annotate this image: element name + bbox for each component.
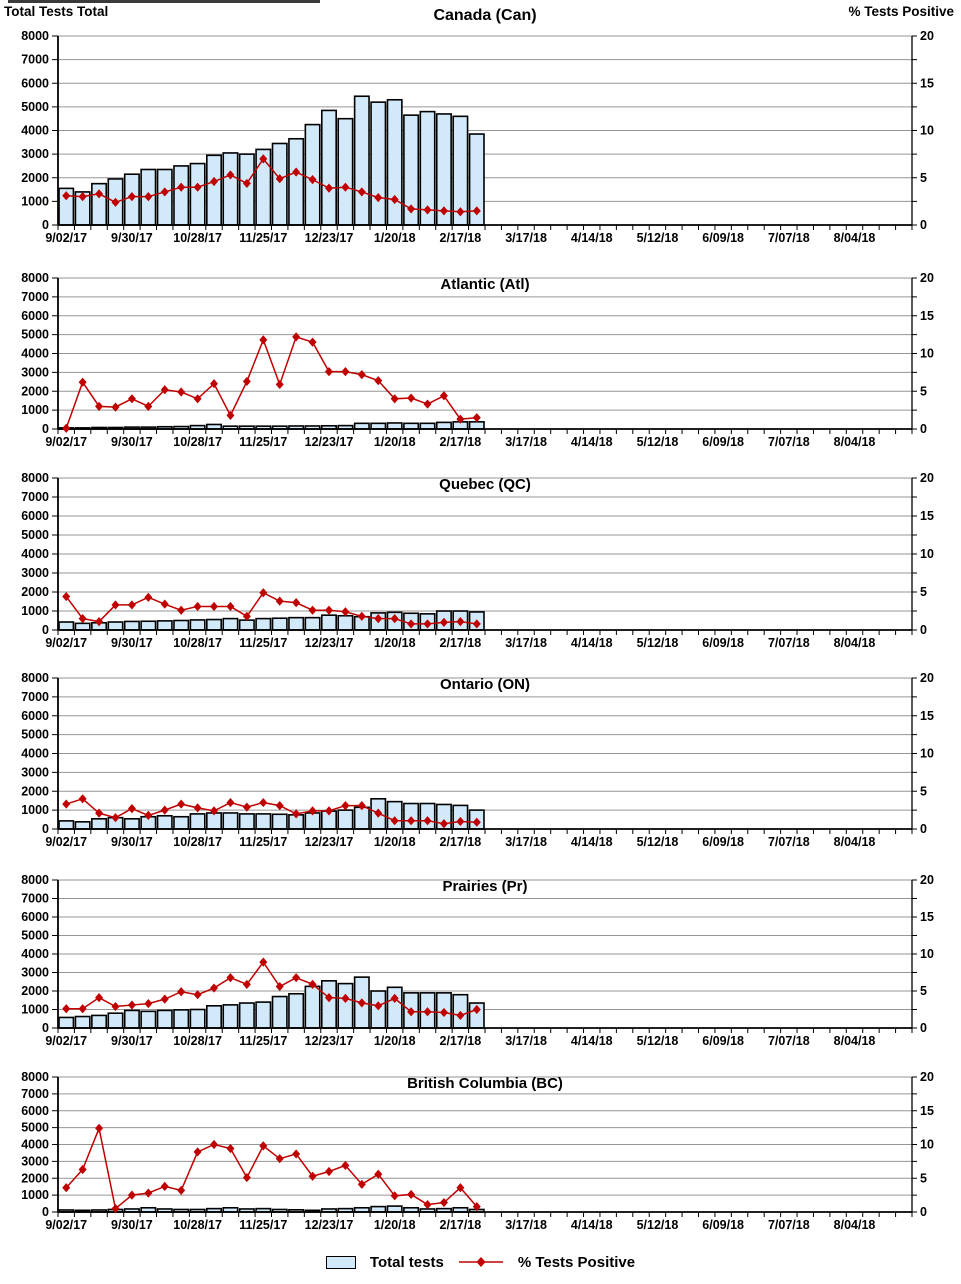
svg-text:1/20/18: 1/20/18 (373, 835, 416, 849)
svg-text:3/17/18: 3/17/18 (505, 1218, 547, 1232)
svg-text:10/28/17: 10/28/17 (173, 1218, 222, 1232)
svg-text:9/30/17: 9/30/17 (111, 835, 153, 849)
svg-text:5000: 5000 (21, 928, 49, 943)
svg-text:1/20/18: 1/20/18 (373, 1218, 416, 1232)
legend-total-tests-label: Total tests (369, 1253, 444, 1271)
svg-text:5000: 5000 (21, 1120, 49, 1135)
svg-text:4000: 4000 (21, 123, 49, 138)
svg-text:2/17/18: 2/17/18 (439, 636, 482, 650)
svg-text:10: 10 (920, 123, 934, 138)
svg-text:20: 20 (920, 873, 934, 887)
svg-text:15: 15 (920, 910, 934, 924)
svg-text:1000: 1000 (21, 403, 49, 418)
svg-text:9/02/17: 9/02/17 (45, 1034, 88, 1048)
svg-text:Atlantic (Atl): Atlantic (Atl) (440, 276, 530, 293)
svg-text:6000: 6000 (21, 308, 49, 323)
svg-text:9/02/17: 9/02/17 (45, 1218, 88, 1232)
svg-text:2000: 2000 (21, 1171, 49, 1186)
svg-text:6000: 6000 (21, 1103, 49, 1118)
svg-text:4/14/18: 4/14/18 (570, 835, 613, 849)
svg-text:3/17/18: 3/17/18 (505, 636, 547, 650)
svg-text:10/28/17: 10/28/17 (173, 231, 222, 245)
gridlines (58, 478, 912, 611)
svg-text:8000: 8000 (21, 471, 49, 485)
svg-text:20: 20 (920, 271, 934, 285)
svg-text:8/04/18: 8/04/18 (833, 636, 876, 650)
svg-text:5: 5 (920, 984, 927, 998)
svg-text:10/28/17: 10/28/17 (173, 435, 222, 449)
svg-text:1000: 1000 (21, 1188, 49, 1203)
svg-text:20: 20 (920, 671, 934, 685)
svg-text:8000: 8000 (21, 1070, 49, 1084)
svg-text:6000: 6000 (21, 509, 49, 523)
svg-text:Prairies (Pr): Prairies (Pr) (442, 878, 528, 895)
svg-text:5: 5 (920, 784, 927, 799)
svg-text:9/30/17: 9/30/17 (111, 231, 153, 245)
svg-text:6/09/18: 6/09/18 (702, 435, 744, 449)
svg-text:2/17/18: 2/17/18 (439, 835, 482, 849)
svg-text:3/17/18: 3/17/18 (505, 435, 547, 449)
svg-text:2000: 2000 (21, 784, 49, 799)
svg-text:8000: 8000 (21, 29, 49, 43)
svg-text:15: 15 (920, 76, 934, 91)
svg-text:7/07/18: 7/07/18 (767, 835, 810, 849)
total-tests-bars (59, 977, 484, 1028)
svg-text:7000: 7000 (21, 1086, 49, 1101)
pct-positive-line (62, 332, 481, 433)
chart-british-columbia (0, 1065, 961, 1240)
svg-text:5/12/18: 5/12/18 (636, 636, 679, 650)
pct-positive-line-marker (458, 1255, 504, 1269)
svg-text:9/02/17: 9/02/17 (45, 636, 88, 650)
svg-text:2/17/18: 2/17/18 (439, 1034, 482, 1048)
svg-text:0: 0 (920, 218, 927, 232)
svg-text:0: 0 (42, 822, 49, 836)
chart-legend (0, 1240, 961, 1284)
svg-text:6000: 6000 (21, 76, 49, 91)
svg-text:5: 5 (920, 1171, 927, 1186)
svg-text:12/23/17: 12/23/17 (304, 835, 354, 849)
svg-text:5/12/18: 5/12/18 (636, 1218, 679, 1232)
svg-text:20: 20 (920, 29, 934, 43)
svg-text:3000: 3000 (21, 765, 49, 780)
gridlines (58, 278, 912, 410)
svg-text:7/07/18: 7/07/18 (767, 636, 810, 650)
svg-text:6/09/18: 6/09/18 (702, 636, 744, 650)
svg-text:4000: 4000 (21, 947, 49, 961)
svg-text:1000: 1000 (21, 604, 49, 618)
svg-text:8/04/18: 8/04/18 (833, 1218, 876, 1232)
svg-text:1/20/18: 1/20/18 (373, 636, 416, 650)
chart-svg (0, 0, 961, 265)
svg-text:0: 0 (42, 623, 49, 637)
svg-text:10/28/17: 10/28/17 (173, 1034, 222, 1048)
svg-text:0: 0 (920, 623, 927, 637)
pct-positive-line (62, 1124, 481, 1214)
svg-text:7000: 7000 (21, 52, 49, 67)
svg-text:3000: 3000 (21, 147, 49, 162)
svg-text:5/12/18: 5/12/18 (636, 231, 679, 245)
svg-text:0: 0 (920, 822, 927, 836)
svg-text:British Columbia (BC): British Columbia (BC) (407, 1075, 563, 1092)
svg-text:11/25/17: 11/25/17 (239, 636, 288, 650)
svg-text:9/02/17: 9/02/17 (45, 435, 88, 449)
svg-text:1000: 1000 (21, 194, 49, 209)
svg-text:0: 0 (42, 1021, 49, 1035)
svg-text:12/23/17: 12/23/17 (304, 1034, 354, 1048)
svg-text:4/14/18: 4/14/18 (570, 1218, 613, 1232)
svg-text:0: 0 (42, 422, 49, 436)
svg-text:8/04/18: 8/04/18 (833, 1034, 876, 1048)
svg-text:7000: 7000 (21, 689, 49, 704)
svg-text:5000: 5000 (21, 99, 49, 114)
svg-text:11/25/17: 11/25/17 (239, 231, 288, 245)
svg-text:9/30/17: 9/30/17 (111, 1218, 153, 1232)
svg-text:8000: 8000 (21, 873, 49, 887)
svg-text:4000: 4000 (21, 346, 49, 361)
svg-text:2000: 2000 (21, 384, 49, 399)
chart-canada (0, 0, 961, 265)
svg-text:Canada (Can): Canada (Can) (433, 7, 537, 24)
total-tests-bars (59, 422, 484, 429)
svg-text:5000: 5000 (21, 327, 49, 342)
svg-text:8000: 8000 (21, 271, 49, 285)
svg-text:3000: 3000 (21, 365, 49, 380)
svg-text:20: 20 (920, 471, 934, 485)
svg-text:4000: 4000 (21, 746, 49, 761)
gridlines (58, 678, 912, 810)
svg-text:9/02/17: 9/02/17 (45, 231, 88, 245)
svg-text:7/07/18: 7/07/18 (767, 231, 810, 245)
svg-text:7/07/18: 7/07/18 (767, 1034, 810, 1048)
svg-text:10: 10 (920, 547, 934, 561)
svg-text:4/14/18: 4/14/18 (570, 231, 613, 245)
svg-text:1/20/18: 1/20/18 (373, 435, 416, 449)
svg-text:12/23/17: 12/23/17 (304, 231, 354, 245)
svg-text:6/09/18: 6/09/18 (702, 835, 744, 849)
svg-text:9/30/17: 9/30/17 (111, 435, 153, 449)
svg-text:12/23/17: 12/23/17 (304, 435, 354, 449)
svg-text:7000: 7000 (21, 490, 49, 504)
svg-text:9/30/17: 9/30/17 (111, 1034, 153, 1048)
svg-text:7000: 7000 (21, 891, 49, 906)
svg-text:3/17/18: 3/17/18 (505, 835, 547, 849)
svg-text:5/12/18: 5/12/18 (636, 435, 679, 449)
svg-text:2000: 2000 (21, 170, 49, 185)
svg-text:0: 0 (42, 1205, 49, 1219)
svg-text:7000: 7000 (21, 289, 49, 304)
total-tests-bars (59, 96, 484, 225)
svg-text:12/23/17: 12/23/17 (304, 1218, 354, 1232)
svg-text:5000: 5000 (21, 727, 49, 742)
svg-text:6/09/18: 6/09/18 (702, 1218, 744, 1232)
svg-text:2000: 2000 (21, 585, 49, 599)
svg-text:5: 5 (920, 170, 927, 185)
svg-text:6000: 6000 (21, 708, 49, 723)
svg-text:5/12/18: 5/12/18 (636, 1034, 679, 1048)
svg-text:9/30/17: 9/30/17 (111, 636, 153, 650)
chart-svg (0, 265, 961, 465)
svg-text:Quebec (QC): Quebec (QC) (439, 476, 531, 493)
svg-text:2000: 2000 (21, 984, 49, 998)
legend-pct-positive-label: % Tests Positive (517, 1253, 636, 1271)
chart-ontario (0, 665, 961, 865)
svg-text:11/25/17: 11/25/17 (239, 835, 288, 849)
svg-text:Ontario (ON): Ontario (ON) (440, 676, 530, 693)
svg-text:3/17/18: 3/17/18 (505, 231, 547, 245)
svg-text:1000: 1000 (21, 1002, 49, 1017)
svg-text:Total Tests Total: Total Tests Total (4, 4, 109, 19)
chart-svg (0, 865, 961, 1065)
svg-text:2/17/18: 2/17/18 (439, 1218, 482, 1232)
svg-text:8/04/18: 8/04/18 (833, 231, 876, 245)
svg-text:15: 15 (920, 308, 934, 323)
svg-text:5: 5 (920, 384, 927, 399)
svg-text:4/14/18: 4/14/18 (570, 435, 613, 449)
svg-text:6000: 6000 (21, 910, 49, 924)
svg-text:2/17/18: 2/17/18 (439, 231, 482, 245)
svg-text:5/12/18: 5/12/18 (636, 835, 679, 849)
svg-text:10/28/17: 10/28/17 (173, 835, 222, 849)
svg-text:10: 10 (920, 746, 934, 761)
chart-svg (0, 465, 961, 665)
svg-text:5000: 5000 (21, 528, 49, 542)
svg-text:3000: 3000 (21, 965, 49, 980)
svg-text:11/25/17: 11/25/17 (239, 435, 288, 449)
svg-text:0: 0 (42, 218, 49, 232)
svg-text:1000: 1000 (21, 803, 49, 818)
chart-svg (0, 665, 961, 865)
svg-text:10/28/17: 10/28/17 (173, 636, 222, 650)
svg-text:4000: 4000 (21, 1137, 49, 1152)
gridlines (58, 880, 912, 1010)
svg-text:8/04/18: 8/04/18 (833, 435, 876, 449)
total-tests-swatch (326, 1256, 356, 1269)
svg-text:8/04/18: 8/04/18 (833, 835, 876, 849)
svg-text:4/14/18: 4/14/18 (570, 636, 613, 650)
svg-text:15: 15 (920, 509, 934, 523)
chart-atlantic (0, 265, 961, 465)
svg-text:0: 0 (920, 1021, 927, 1035)
total-tests-bars (59, 611, 484, 630)
svg-text:6/09/18: 6/09/18 (702, 231, 744, 245)
svg-text:5: 5 (920, 585, 927, 599)
svg-text:8000: 8000 (21, 671, 49, 685)
svg-text:1/20/18: 1/20/18 (373, 231, 416, 245)
svg-text:11/25/17: 11/25/17 (239, 1034, 288, 1048)
svg-text:15: 15 (920, 708, 934, 723)
svg-text:0: 0 (920, 1205, 927, 1219)
chart-quebec (0, 465, 961, 665)
svg-text:4/14/18: 4/14/18 (570, 1034, 613, 1048)
svg-text:1/20/18: 1/20/18 (373, 1034, 416, 1048)
svg-text:3000: 3000 (21, 1154, 49, 1169)
svg-text:15: 15 (920, 1103, 934, 1118)
svg-text:11/25/17: 11/25/17 (239, 1218, 288, 1232)
svg-text:20: 20 (920, 1070, 934, 1084)
chart-prairies (0, 865, 961, 1065)
svg-text:7/07/18: 7/07/18 (767, 435, 810, 449)
svg-text:10: 10 (920, 947, 934, 961)
svg-text:% Tests Positive: % Tests Positive (848, 4, 954, 19)
svg-text:9/02/17: 9/02/17 (45, 835, 88, 849)
svg-text:3000: 3000 (21, 566, 49, 580)
chart-svg (0, 1065, 961, 1240)
svg-text:7/07/18: 7/07/18 (767, 1218, 810, 1232)
svg-text:10: 10 (920, 1137, 934, 1152)
svg-text:0: 0 (920, 422, 927, 436)
svg-text:12/23/17: 12/23/17 (304, 636, 354, 650)
svg-text:2/17/18: 2/17/18 (439, 435, 482, 449)
svg-text:3/17/18: 3/17/18 (505, 1034, 547, 1048)
svg-text:10: 10 (920, 346, 934, 361)
svg-text:4000: 4000 (21, 547, 49, 561)
svg-text:6/09/18: 6/09/18 (702, 1034, 744, 1048)
